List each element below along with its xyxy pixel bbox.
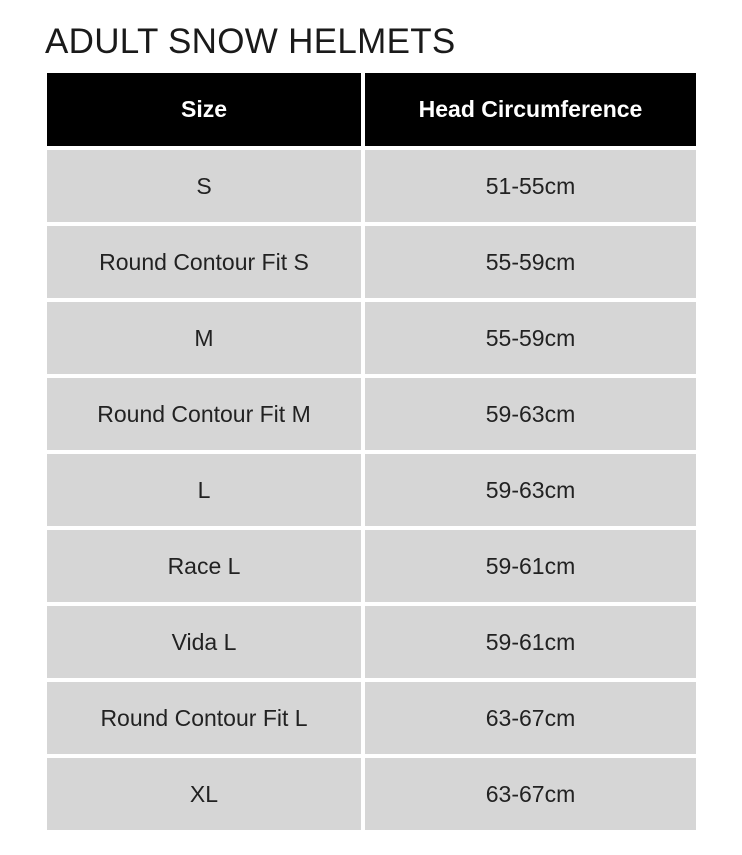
table-cell-circumference: 59-61cm [365,530,696,602]
table-cell-circumference: 63-67cm [365,758,696,830]
table-cell-size: L [47,454,361,526]
page-title: ADULT SNOW HELMETS [45,22,456,61]
table-cell-size: M [47,302,361,374]
table-cell-circumference: 59-63cm [365,378,696,450]
column-header-size: Size [47,73,361,146]
table-cell-size: S [47,150,361,222]
table-cell-circumference: 55-59cm [365,302,696,374]
table-cell-circumference: 59-63cm [365,454,696,526]
table-cell-size: Race L [47,530,361,602]
table-cell-size: Round Contour Fit M [47,378,361,450]
table-cell-circumference: 55-59cm [365,226,696,298]
table-cell-circumference: 51-55cm [365,150,696,222]
table-cell-size: Round Contour Fit L [47,682,361,754]
table-cell-size: Vida L [47,606,361,678]
table-cell-circumference: 59-61cm [365,606,696,678]
table-cell-size: XL [47,758,361,830]
size-chart-table [47,73,696,830]
table-cell-size: Round Contour Fit S [47,226,361,298]
column-header-head-circumference: Head Circumference [365,73,696,146]
table-cell-circumference: 63-67cm [365,682,696,754]
